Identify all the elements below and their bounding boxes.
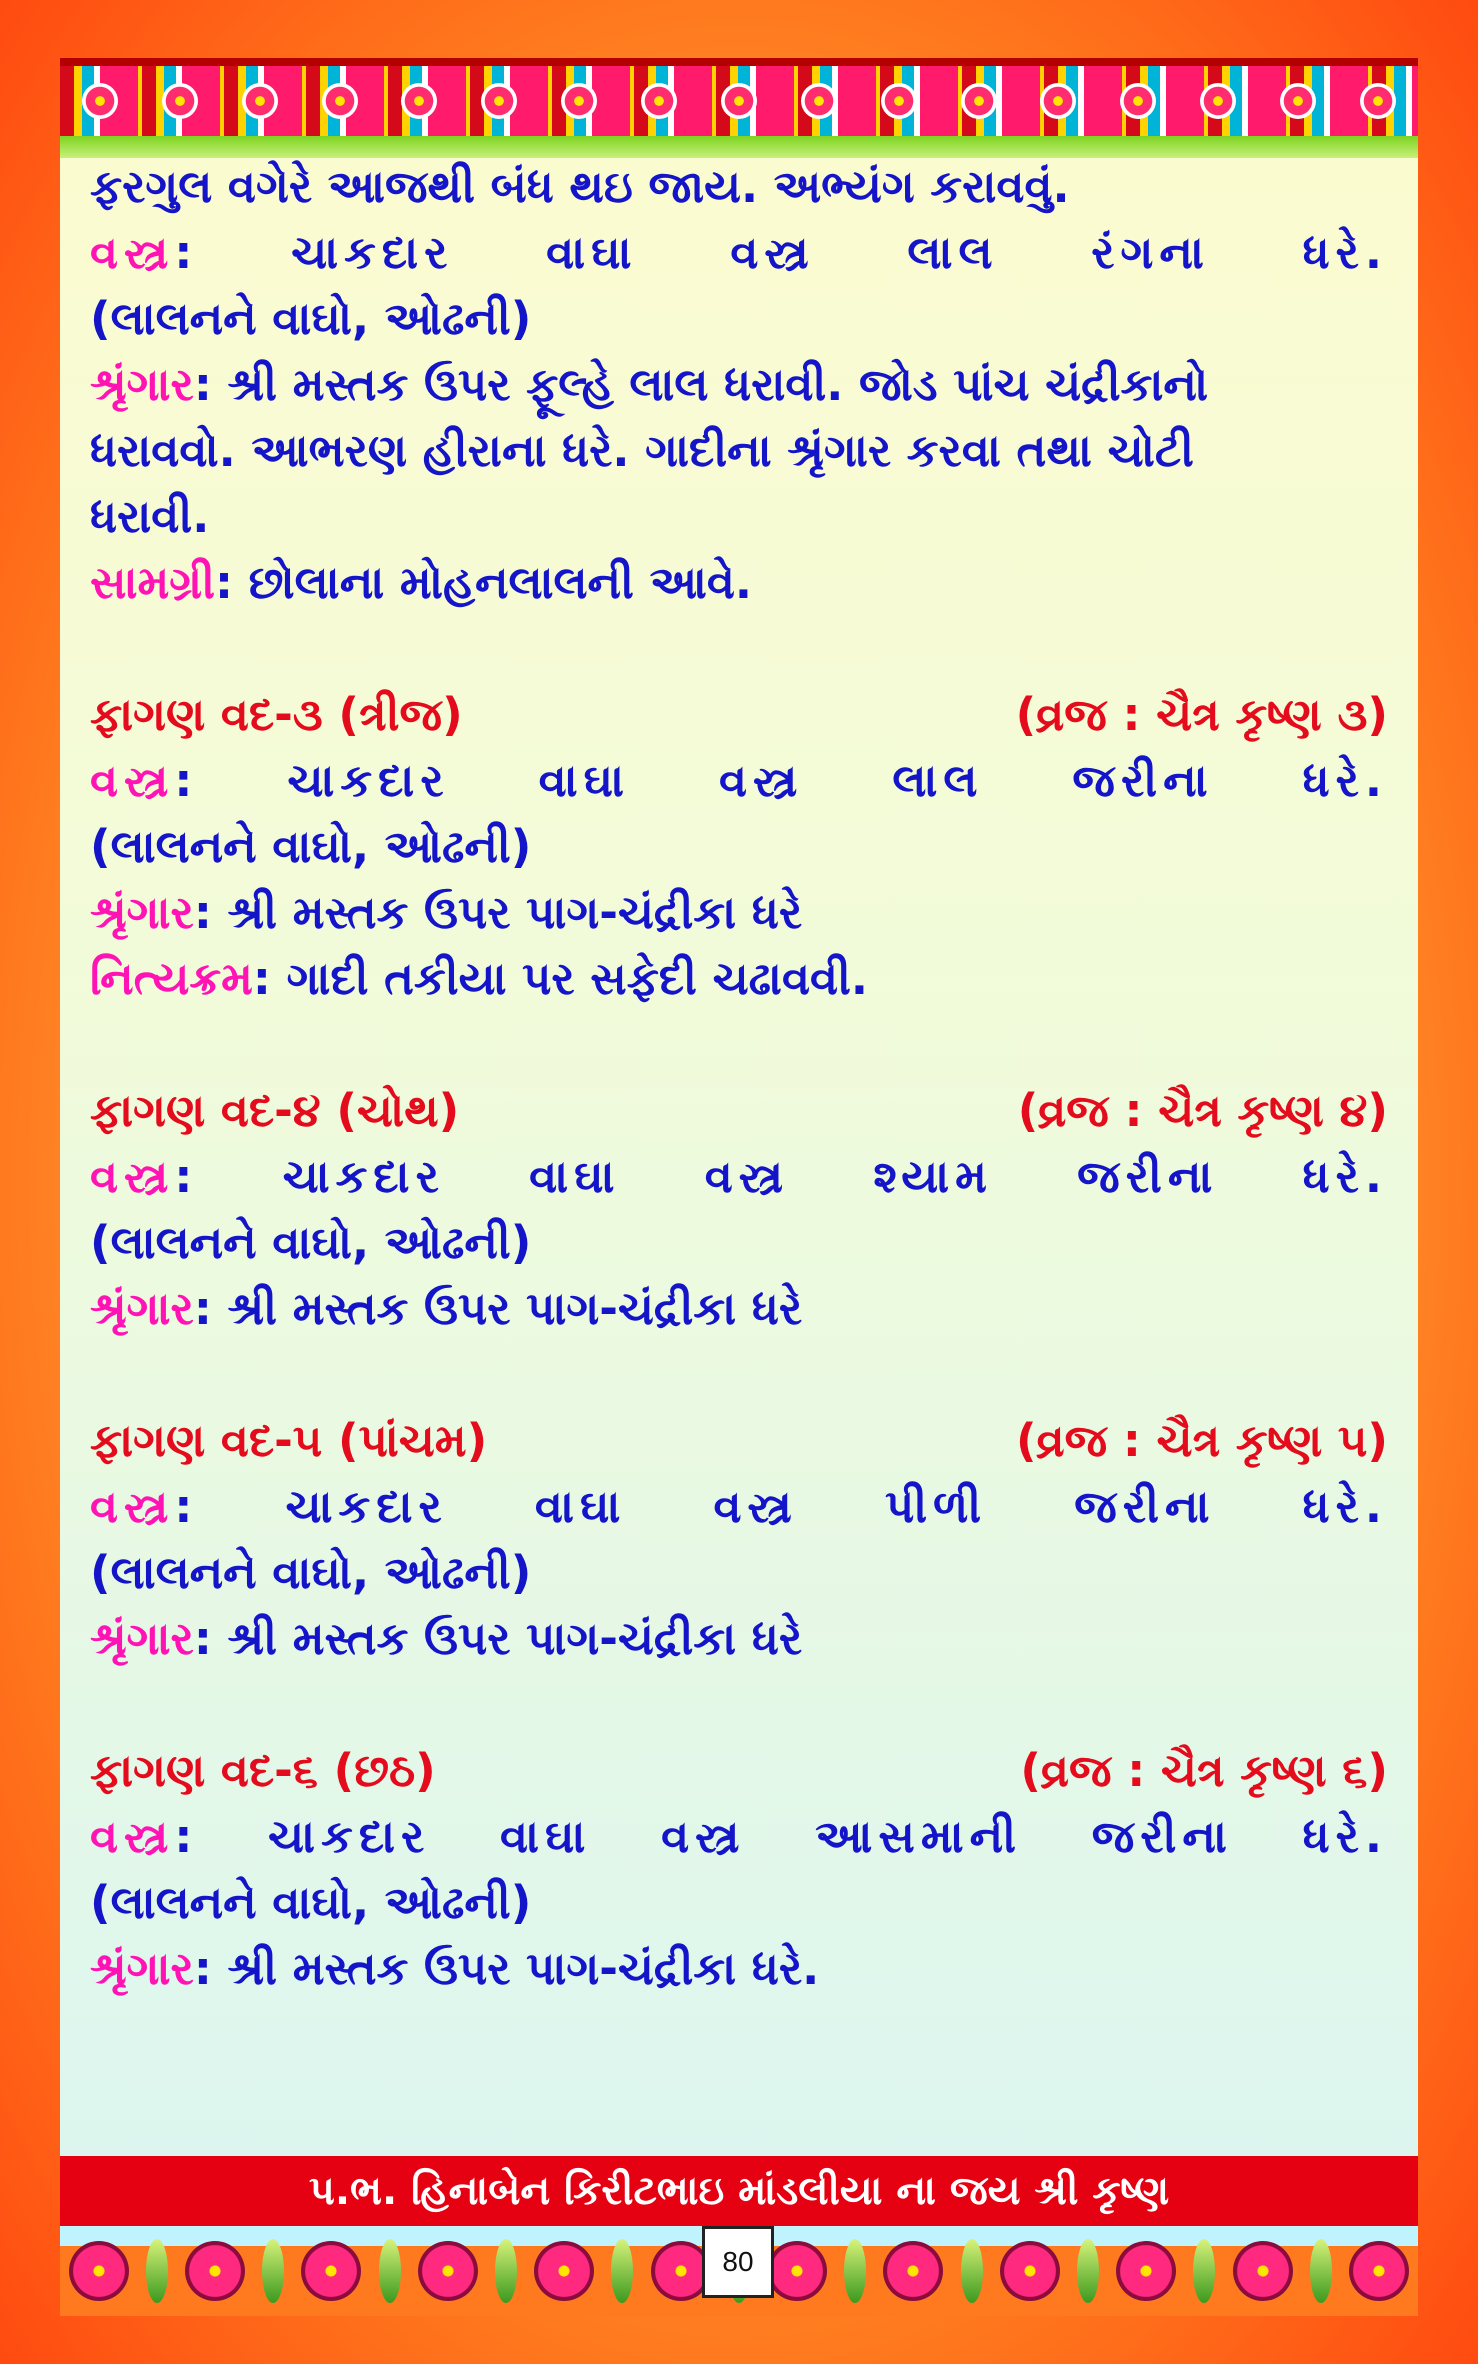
section-shringar	[90, 1606, 1388, 1672]
section-vastra-sub: (લાલનને વાઘો, ઓઢની)	[90, 1876, 532, 1929]
flower-icon	[301, 2241, 361, 2301]
section-title: ફાગણ વદ-૩ (ત્રીજ)	[90, 688, 463, 741]
section-vastra-sub: (લાલનને વાઘો, ઓઢની)	[90, 1216, 532, 1269]
flower-icon	[82, 83, 118, 119]
section-vastra	[90, 1474, 1388, 1540]
leaf-icon	[146, 2239, 168, 2303]
section-title: ફાગણ વદ-૪ (ચોથ)	[90, 1084, 460, 1137]
vastra-text: : ચાકદાર વાઘા વસ્ત્ર શ્યામ જરીના ધરે.	[174, 1150, 1388, 1203]
vastra-text: : ચાકદાર વાઘા વસ્ત્ર લાલ જરીના ધરે.	[174, 754, 1388, 807]
nityakram-label: નિત્યક્રમ	[90, 952, 253, 1005]
vastra-text: : ચાકદાર વાઘા વસ્ત્ર લાલ રંગના ધરે.	[174, 226, 1388, 279]
flower-icon	[69, 2241, 129, 2301]
page-frame	[60, 58, 1418, 2277]
leaf-icon	[844, 2239, 866, 2303]
shringar-text: : શ્રી મસ્તક ઉપર ફૂલ્હે લાલ ધરાવી. જોડ પાંચ ચંદ્રીકાનો	[193, 358, 1209, 411]
section-shringar	[90, 1936, 1388, 2002]
intro-samagri	[90, 550, 1388, 616]
shringar-label: શ્રૃંગાર	[90, 358, 194, 411]
flower-icon	[418, 2241, 478, 2301]
leaf-icon	[262, 2239, 284, 2303]
flower-icon	[767, 2241, 827, 2301]
vastra-text: : ચાકદાર વાઘા વસ્ત્ર આસમાની જરીના ધરે.	[174, 1810, 1388, 1863]
intro-shringar-2: ધરાવવો. આભરણ હીરાના ધરે. ગાદીના શ્રૃંગાર કરવા તથા ચોટી	[90, 424, 1194, 477]
leaf-icon	[1193, 2239, 1215, 2303]
samagri-label: સામગ્રી	[90, 556, 215, 609]
intro-line: ફરગુલ વગેરે આજથી બંધ થઇ જાય. અભ્યંગ કરાવવું.	[90, 160, 1070, 213]
flower-icon	[801, 83, 837, 119]
section-heading	[90, 1738, 1388, 1804]
flower-icon	[1233, 2241, 1293, 2301]
vastra-text: : ચાકદાર વાઘા વસ્ત્ર પીળી જરીના ધરે.	[174, 1480, 1388, 1533]
flower-icon	[534, 2241, 594, 2301]
flower-icon	[1116, 2241, 1176, 2301]
flower-icon	[881, 83, 917, 119]
nityakram-text: : ગાદી તકીયા પર સફેદી ચઢાવવી.	[252, 952, 868, 1005]
section-shringar	[90, 1276, 1388, 1342]
intro-shringar-3: ધરાવી.	[90, 490, 210, 543]
leaf-icon	[611, 2239, 633, 2303]
flower-icon	[162, 83, 198, 119]
flower-icon	[1000, 2241, 1060, 2301]
flower-icon	[961, 83, 997, 119]
leaf-icon	[379, 2239, 401, 2303]
section-vastra	[90, 1804, 1388, 1870]
leaf-icon	[1310, 2239, 1332, 2303]
shringar-text: : શ્રી મસ્તક ઉપર પાગ-ચંદ્રીકા ધરે	[193, 1282, 803, 1335]
shringar-label: શ્રૃંગાર	[90, 886, 194, 939]
shringar-text: : શ્રી મસ્તક ઉપર પાગ-ચંદ્રીકા ધરે.	[193, 1942, 820, 1995]
page-number: 80	[702, 2226, 774, 2298]
leaf-icon	[961, 2239, 983, 2303]
section-vraj: (વ્રજ : ચૈત્ર કૃષ્ણ ૫)	[1016, 1414, 1388, 1467]
flower-icon	[1280, 83, 1316, 119]
leaf-icon	[1077, 2239, 1099, 2303]
flower-icon	[561, 83, 597, 119]
shringar-label: શ્રૃંગાર	[90, 1282, 194, 1335]
section-vastra-sub: (લાલનને વાઘો, ઓઢની)	[90, 1546, 532, 1599]
section-title: ફાગણ વદ-૫ (પાંચમ)	[90, 1414, 488, 1467]
vastra-label: વસ્ત્ર	[90, 754, 175, 807]
flower-icon	[185, 2241, 245, 2301]
section-vastra-sub: (લાલનને વાઘો, ઓઢની)	[90, 820, 532, 873]
flower-icon	[401, 83, 437, 119]
flower-icon	[1200, 83, 1236, 119]
section-title: ફાગણ વદ-૬ (છઠ)	[90, 1744, 436, 1797]
section-heading	[90, 1078, 1388, 1144]
flower-icon	[242, 83, 278, 119]
flower-icon	[721, 83, 757, 119]
flower-icon	[1120, 83, 1156, 119]
intro-shringar	[90, 352, 1388, 418]
vastra-label: વસ્ત્ર	[90, 1150, 175, 1203]
shringar-text: : શ્રી મસ્તક ઉપર પાગ-ચંદ્રીકા ધરે	[193, 886, 803, 939]
dedication-band: પ.ભ. હિનાબેન કિરીટભાઇ માંડલીયા ના જય શ્રી કૃષ્ણ	[60, 2156, 1418, 2226]
intro-vastra-sub: (લાલનને વાઘો, ઓઢની)	[90, 292, 532, 345]
shringar-label: શ્રૃંગાર	[90, 1942, 194, 1995]
leaf-icon	[495, 2239, 517, 2303]
section-vastra	[90, 1144, 1388, 1210]
shringar-text: : શ્રી મસ્તક ઉપર પાગ-ચંદ્રીકા ધરે	[193, 1612, 803, 1665]
section-nityakram	[90, 946, 1388, 1012]
section-vraj: (વ્રજ : ચૈત્ર કૃષ્ણ ૬)	[1020, 1744, 1388, 1797]
flower-icon	[641, 83, 677, 119]
samagri-text: : છોલાના મોહનલાલની આવે.	[214, 556, 752, 609]
flower-icon	[1360, 83, 1396, 119]
flower-icon	[1349, 2241, 1409, 2301]
vastra-label: વસ્ત્ર	[90, 1480, 175, 1533]
flower-icon	[1040, 83, 1076, 119]
vastra-label: વસ્ત્ર	[90, 1810, 175, 1863]
intro-vastra	[90, 220, 1388, 286]
flower-icon	[481, 83, 517, 119]
section-vraj: (વ્રજ : ચૈત્ર કૃષ્ણ ૪)	[1017, 1084, 1388, 1137]
flower-icon	[322, 83, 358, 119]
flower-icon	[883, 2241, 943, 2301]
section-heading	[90, 682, 1388, 748]
section-vastra	[90, 748, 1388, 814]
section-vraj: (વ્રજ : ચૈત્ર કૃષ્ણ ૩)	[1015, 688, 1388, 741]
vastra-label: વસ્ત્ર	[90, 226, 175, 279]
page-content	[90, 154, 1388, 2002]
section-shringar	[90, 880, 1388, 946]
top-decorative-border	[60, 58, 1418, 136]
section-heading	[90, 1408, 1388, 1474]
shringar-label: શ્રૃંગાર	[90, 1612, 194, 1665]
